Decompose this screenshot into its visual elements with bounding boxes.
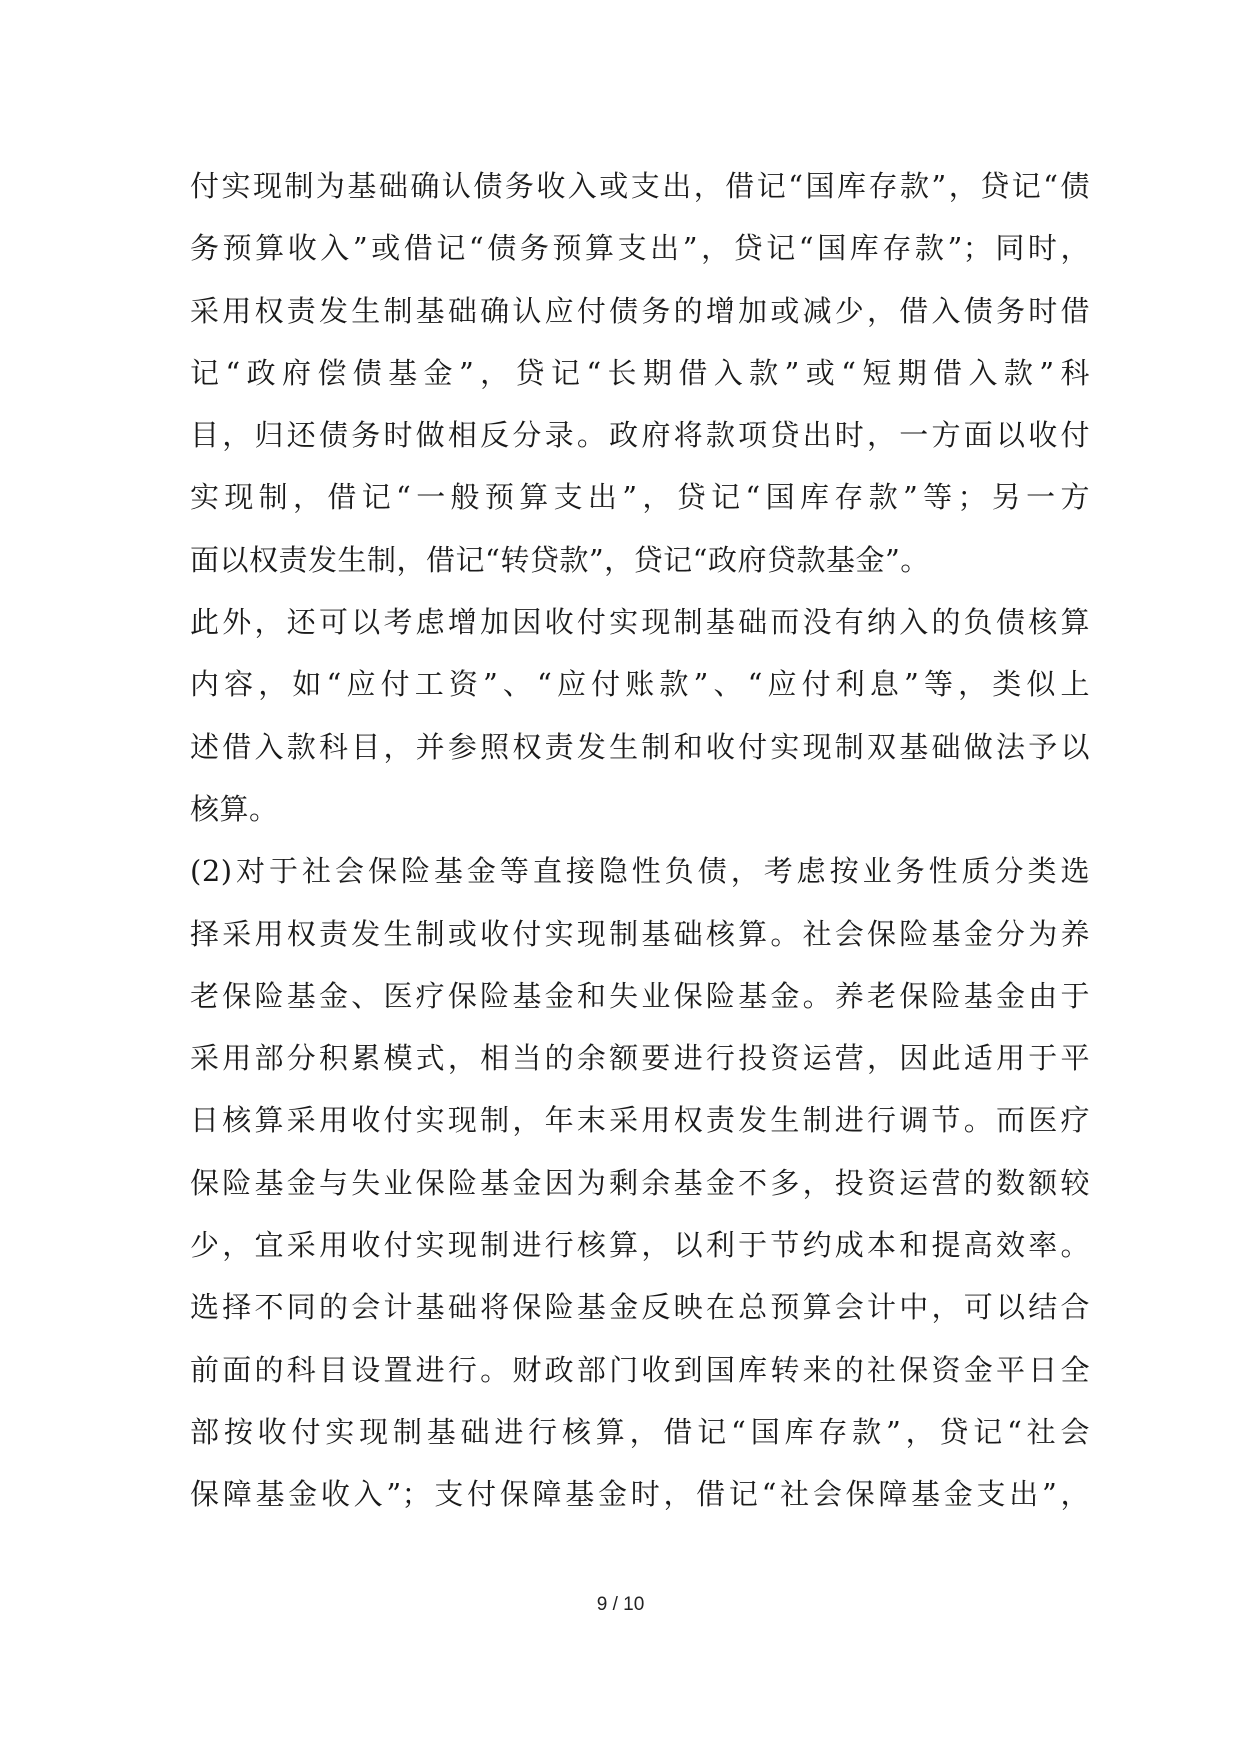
text-line: 保障基金收入”；支付保障基金时，借记“社会保障基金支出”，: [190, 1477, 1090, 1512]
text-line: 付实现制为基础确认债务收入或支出，借记“国库存款”，贷记“债: [190, 169, 1090, 203]
text-line: 采用部分积累模式，相当的余额要进行投资运营，因此适用于平: [190, 1041, 1090, 1076]
text-line: 日核算采用收付实现制，年末采用权责发生制进行调节。而医疗: [190, 1103, 1090, 1138]
text-line: 选择不同的会计基础将保险基金反映在总预算会计中，可以结合: [190, 1290, 1090, 1325]
text-line: 老保险基金、医疗保险基金和失业保险基金。养老保险基金由于: [190, 978, 1090, 1013]
text-line: 部按收付实现制基础进行核算，借记“国库存款”，贷记“社会: [190, 1414, 1090, 1449]
text-line: 实现制，借记“一般预算支出”，贷记“国库存款”等；另一方: [190, 480, 1090, 515]
text-line: 核算。: [190, 791, 279, 826]
text-line: 前面的科目设置进行。财政部门收到国库转来的社保资金平日全: [190, 1352, 1090, 1387]
text-line: 保险基金与失业保险基金因为剩余基金不多，投资运营的数额较: [190, 1165, 1090, 1200]
text-line: 采用权责发生制基础确认应付债务的增加或减少，借入债务时借: [190, 293, 1090, 328]
text-line: 记“政府偿债基金”，贷记“长期借入款”或“短期借入款”科: [190, 355, 1090, 390]
text-line: 少，宜采用收付实现制进行核算，以利于节约成本和提高效率。: [190, 1228, 1090, 1263]
text-line: 内容，如“应付工资”、“应付账款”、“应付利息”等，类似上: [190, 667, 1090, 702]
text-line: 目，归还债务时做相反分录。政府将款项贷出时，一方面以收付: [190, 418, 1090, 453]
text-line: 务预算收入”或借记“债务预算支出”，贷记“国库存款”；同时，: [190, 231, 1090, 266]
text-line: 择采用权责发生制或收付实现制基础核算。社会保险基金分为养: [190, 916, 1090, 951]
text-line: (2)对于社会保险基金等直接隐性负债，考虑按业务性质分类选: [190, 854, 1090, 889]
page-number: 9 / 10: [596, 1594, 645, 1615]
body-text: [190, 155, 1090, 1526]
text-line: 面以权责发生制，借记“转贷款”，贷记“政府贷款基金”。: [190, 542, 930, 577]
text-line: 述借入款科目，并参照权责发生制和收付实现制双基础做法予以: [190, 729, 1090, 764]
text-line: 此外，还可以考虑增加因收付实现制基础而没有纳入的负债核算: [190, 605, 1090, 640]
